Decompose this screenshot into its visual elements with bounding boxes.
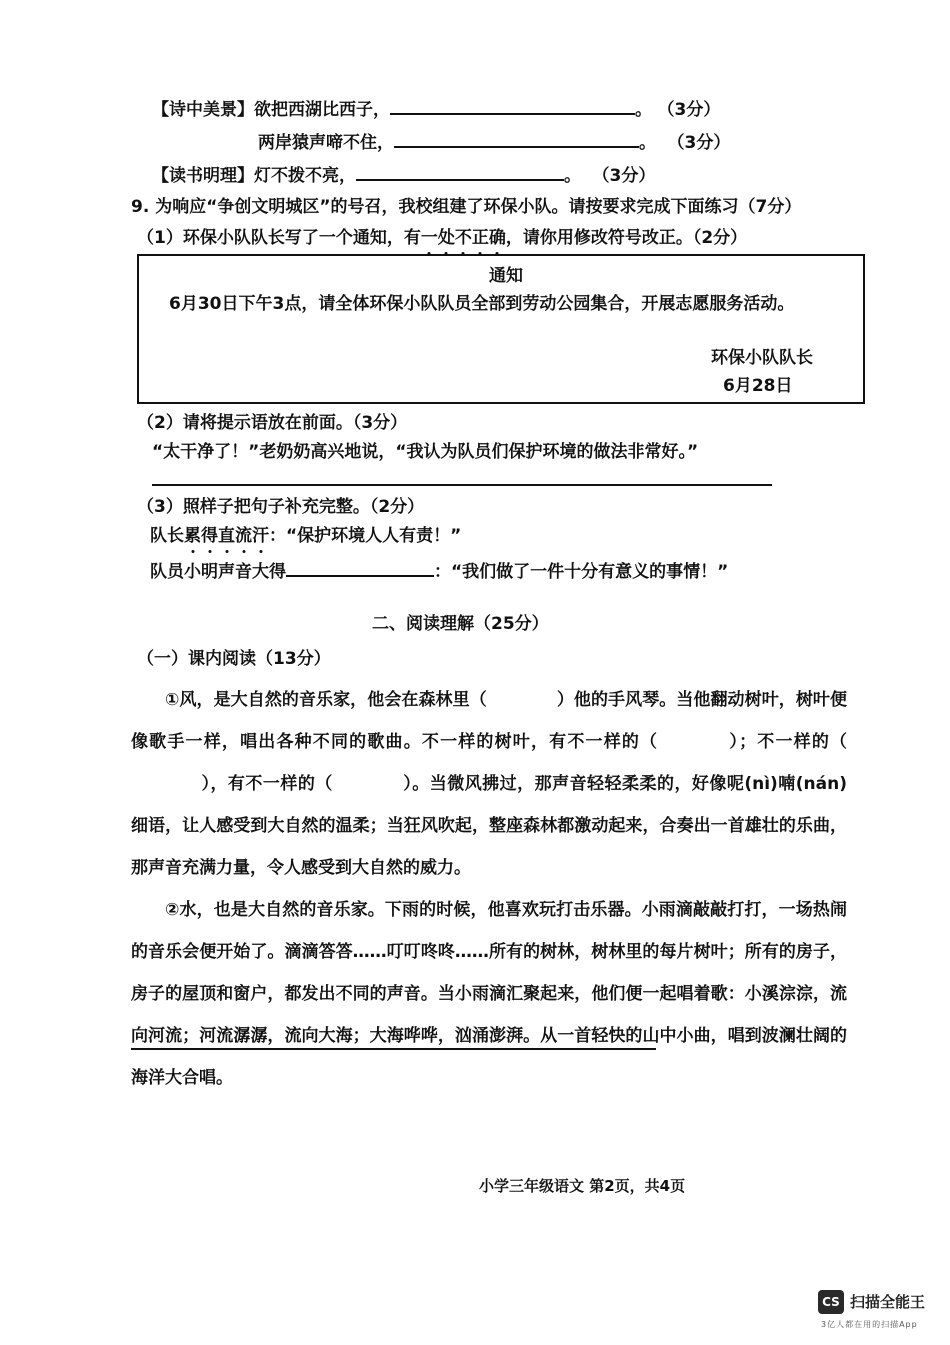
dotted-char: 确: [489, 228, 506, 248]
emphasis-dot: [191, 550, 194, 553]
notice-date[interactable]: 6月28日: [723, 376, 793, 396]
dotted-char: 累: [184, 526, 201, 546]
answer-line[interactable]: [152, 484, 772, 486]
notice-title[interactable]: 通知: [489, 266, 523, 286]
emphasis-dot: [208, 550, 211, 553]
emphasis-dot: [242, 550, 245, 553]
score-label: （3分）: [601, 166, 656, 186]
underline-annotation: [131, 1048, 656, 1050]
dotted-char: 处: [438, 228, 455, 248]
question-9-2-title: （2）请将提示语放在前面。（3分）: [137, 413, 408, 433]
answer-blank[interactable]: [356, 161, 564, 181]
fill-text: ：“我们做了一件十分有意义的事情！”: [434, 562, 729, 582]
question-9-2-sentence: “太干净了！”老奶奶高兴地说，“我认为队员们保护环境的做法非常好。”: [152, 442, 699, 462]
question-9-1: [137, 226, 747, 250]
page-footer: 小学三年级语文 第2页，共4页: [479, 1177, 686, 1195]
watermark-subtitle: 3亿人都在用的扫描App: [821, 1320, 918, 1329]
notice-box: [137, 254, 865, 404]
poem-line-text: 欲把西湖比西子，: [254, 100, 390, 120]
paragraph-text: ①风，是大自然的音乐家，他会在森林里（: [165, 690, 487, 710]
camscanner-logo-icon: CS: [818, 1290, 844, 1314]
period: 。: [635, 100, 652, 120]
emphasis-dot: [259, 550, 262, 553]
reading-paragraph-2: ②水，也是大自然的音乐家。下雨的时候，他喜欢玩打击乐器。小雨滴敲敲打打，一场热闹的音乐会便开始了。滴滴答答……叮叮咚咚……所有的树林，树林里的每片树叶；所有的房子，房子的屋顶和窗户，都发出不同的声音。当小雨滴汇聚起来，他们便一起唱着歌：小溪淙淙，流向河流；河流潺潺，流向大海；大海哗哗，汹涌澎湃。从一首轻快的山中小曲，唱到波澜壮阔的海洋大合唱。: [131, 900, 847, 1088]
notice-signer[interactable]: 环保小队队长: [711, 348, 813, 368]
dotted-char: 一: [421, 228, 438, 248]
reading-paragraph-1: [131, 679, 847, 889]
score-label: （3分）: [676, 133, 731, 153]
poem-label-reading: 【读书明理】: [152, 166, 254, 186]
question-9-title: 9. 为响应“争创文明城区”的号召，我校组建了环保小队。请按要求完成下面练习（7分）: [131, 197, 802, 217]
fill-text: 队员小明声音大得: [150, 562, 286, 582]
answer-blank[interactable]: [286, 557, 434, 577]
dotted-emphasis: [184, 526, 269, 546]
paragraph-text: ）；不一样的（: [728, 732, 847, 752]
dotted-emphasis: [421, 228, 506, 248]
poem-row-3: [152, 161, 655, 188]
poem-line-text: 灯不拨不亮，: [254, 166, 356, 186]
paragraph-text: ）他的手风琴。当他翻动树叶，树叶便像歌手一样，唱出各种不同的歌曲。不一样的树叶，有不一样的（: [131, 690, 847, 752]
dotted-char: 流: [235, 526, 252, 546]
dotted-char: 得: [201, 526, 218, 546]
score-label: （3分）: [666, 100, 721, 120]
paragraph-text: ）。当微风拂过，那声音轻轻柔柔的，好像呢(nì)喃(nán)细语，让人感受到大自然的温柔；当狂风吹起，整座森林都激动起来，合奏出一首雄壮的乐曲，那声音充满力量，令人感受到大自然的威力。: [131, 774, 848, 878]
watermark-title: 扫描全能王: [850, 1293, 926, 1311]
section-2-part-1: （一）课内阅读（13分）: [137, 649, 331, 669]
emphasis-dot: [225, 550, 228, 553]
example-text: ：“保护环境人人有责！”: [269, 526, 462, 546]
poem-row-1: [152, 95, 720, 122]
notice-body[interactable]: 6月30日下午3点，请全体环保小队队员全部到劳动公园集合，开展志愿服务活动。: [169, 294, 795, 314]
poem-line-text: 两岸猿声啼不住，: [258, 133, 394, 153]
q9-1-text: （1）环保小队队长写了一个通知，有: [137, 228, 421, 248]
answer-blank[interactable]: [394, 128, 639, 148]
section-2-title: 二、阅读理解（25分）: [372, 614, 549, 634]
paragraph-text: ），有不一样的（: [201, 774, 333, 794]
poem-label-scenery: 【诗中美景】: [152, 100, 254, 120]
period: 。: [564, 166, 581, 186]
poem-row-2: [258, 128, 730, 155]
question-9-3-example: [150, 524, 461, 548]
question-9-3-title: （3）照样子把句子补充完整。（2分）: [137, 497, 425, 517]
dotted-char: 汗: [252, 526, 269, 546]
example-text: 队长: [150, 526, 184, 546]
dotted-char: 直: [218, 526, 235, 546]
answer-blank[interactable]: [390, 95, 635, 115]
dotted-char: 不: [455, 228, 472, 248]
q9-1-text: ，请你用修改符号改正。（2分）: [505, 228, 748, 248]
question-9-3-fill: [150, 557, 728, 584]
period: 。: [639, 133, 656, 153]
dotted-char: 正: [472, 228, 489, 248]
